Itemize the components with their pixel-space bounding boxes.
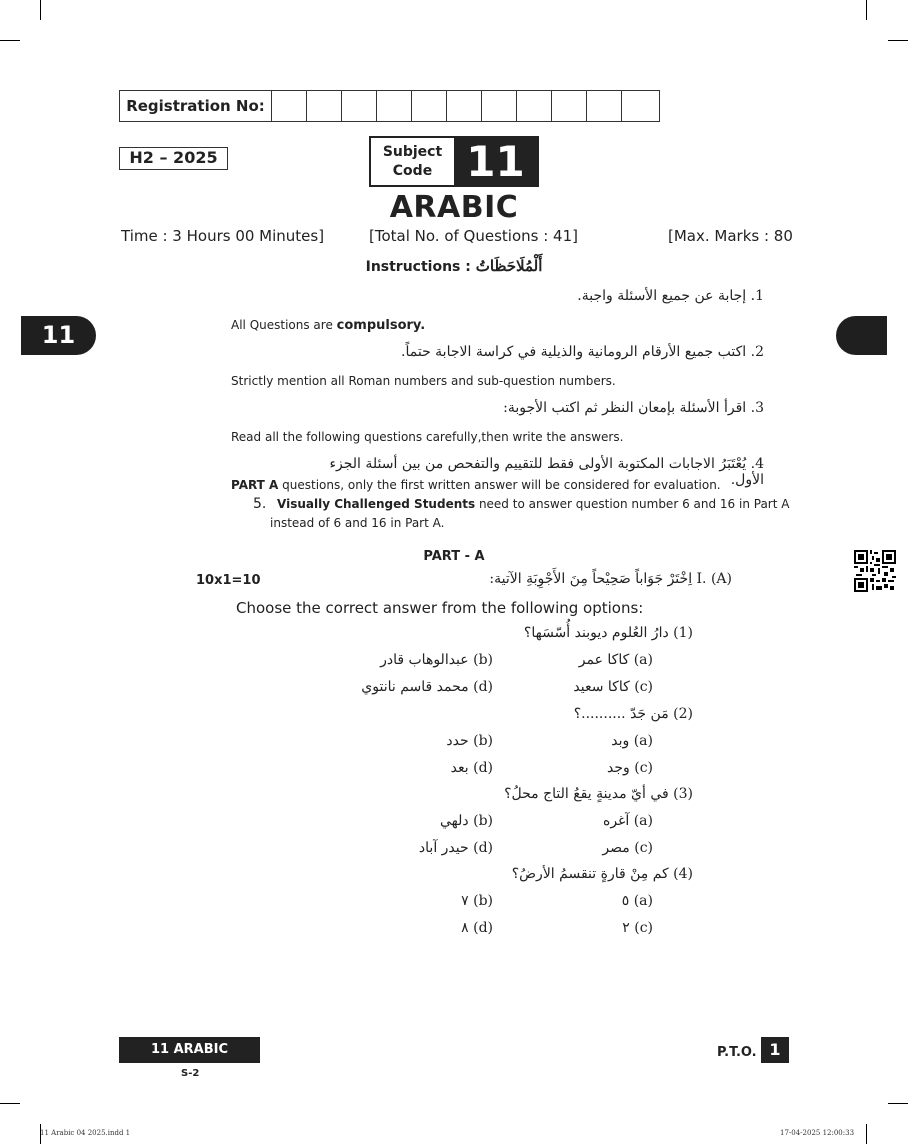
mcq-option-a: (a) كاكا عمر	[578, 652, 653, 668]
max-marks: [Max. Marks : 80	[668, 227, 793, 245]
instruction-5-line2: instead of 6 and 16 in Part A.	[270, 516, 445, 530]
mcq-option-a: (a) وبد	[611, 733, 653, 749]
registration-cell[interactable]	[412, 91, 447, 121]
instruction-5-number: 5.	[253, 496, 267, 512]
mcq-option-c: (c) ٢	[622, 920, 653, 936]
instruction-en: Read all the following questions carefully,then write the answers.	[231, 430, 624, 444]
instructions-heading	[0, 257, 908, 275]
crop-mark	[0, 40, 20, 41]
mcq-option-d: (d) ٨	[461, 920, 493, 936]
mcq-question: (3) في أيّ مدينةٍ يقعُ التاج محلُ؟	[504, 786, 693, 802]
part-a-question-en: Choose the correct answer from the following options:	[236, 599, 644, 617]
mcq-option-c: (c) كاكا سعيد	[573, 679, 653, 695]
instruction-5: Visually Challenged Students need to answer question number 6 and 16 in Part A	[277, 497, 790, 511]
registration-cell[interactable]	[377, 91, 412, 121]
crop-mark	[866, 1124, 867, 1144]
qr-code-icon	[854, 550, 896, 592]
part-a-question-ar: I. (A) اِخْتَرْ جَوَاباً صَحِيْحاً مِنَ الأَجْوِبَةِ الآتية:	[489, 571, 732, 587]
mcq-option-b: (b) دلهي	[440, 813, 493, 829]
registration-label: Registration No:	[120, 91, 272, 121]
exam-time: Time : 3 Hours 00 Minutes]	[121, 227, 325, 245]
series-code: S-2	[181, 1068, 200, 1079]
subject-code-box	[369, 136, 539, 187]
pto-label: P.T.O.	[717, 1045, 757, 1060]
exam-code: H2 – 2025	[119, 147, 228, 170]
crop-mark	[0, 1103, 20, 1104]
print-timestamp: 17-04-2025 12:00:33	[780, 1129, 855, 1137]
instruction-ar: 3. اقرأ الأسئلة بإمعان النظر ثم اكتب الأجوبة:	[503, 400, 764, 416]
registration-cell[interactable]	[622, 91, 657, 121]
crop-mark	[888, 1103, 908, 1104]
instruction-en: PART A questions, only the first written answer will be considered for evaluation.	[231, 478, 721, 492]
mcq-option-d: (d) حيدر آباد	[418, 840, 493, 856]
instruction-en: All Questions are compulsory.	[231, 318, 426, 333]
mcq-question: (2) مَن جَدّ ..........؟	[573, 706, 693, 722]
mcq-option-b: (b) عبدالوهاب قادر	[380, 652, 493, 668]
registration-cell[interactable]	[482, 91, 517, 121]
subject-code-label: Subject Code	[382, 144, 443, 179]
subject-title: ARABIC	[389, 190, 519, 225]
footer-subject-bar: 11 ARABIC	[119, 1037, 260, 1063]
part-a-marks: 10x1=10	[196, 573, 261, 588]
subject-code: 11	[454, 138, 537, 185]
side-tab-right	[836, 316, 887, 355]
crop-mark	[888, 40, 908, 41]
registration-cell[interactable]	[307, 91, 342, 121]
file-info: 11 Arabic 04 2025.indd 1	[40, 1129, 131, 1137]
mcq-question: (4) كم مِنْ قارةٍ تنقسمُ الأرضُ؟	[511, 866, 693, 882]
registration-cell[interactable]	[587, 91, 622, 121]
part-a-title: PART - A	[423, 549, 485, 564]
registration-cell[interactable]	[517, 91, 552, 121]
mcq-option-b: (b) حدد	[446, 733, 493, 749]
instruction-ar: 1. إجابة عن جميع الأسئلة واجبة.	[577, 288, 764, 304]
registration-box	[119, 90, 660, 122]
crop-mark	[866, 0, 867, 20]
mcq-question: (1) دارُ العُلوم ديوبند أُسّسَها؟	[523, 625, 693, 641]
mcq-option-b: (b) ٧	[461, 893, 493, 909]
mcq-option-d: (d) محمد قاسم نانتوي	[361, 679, 493, 695]
instructions-title-ar: أَلْمُلَاحَظَاتُ	[475, 257, 543, 275]
total-questions: [Total No. of Questions : 41]	[369, 227, 578, 245]
instructions-title-en: Instructions :	[365, 259, 471, 275]
registration-cell[interactable]	[447, 91, 482, 121]
instruction-en: Strictly mention all Roman numbers and sub-question numbers.	[231, 374, 616, 388]
mcq-option-a: (a) آغره	[602, 813, 653, 829]
mcq-option-c: (c) مصر	[602, 840, 653, 856]
registration-cell[interactable]	[342, 91, 377, 121]
crop-mark	[40, 0, 41, 20]
mcq-option-a: (a) ٥	[621, 893, 653, 909]
page-number: 1	[761, 1037, 789, 1063]
side-tab-left: 11	[21, 316, 96, 355]
mcq-option-d: (d) بعد	[450, 760, 493, 776]
registration-cell[interactable]	[272, 91, 307, 121]
instruction-ar: 2. اكتب جميع الأرقام الرومانية والذيلية في كراسة الاجابة حتماً.	[401, 344, 764, 360]
registration-cell[interactable]	[552, 91, 587, 121]
instruction-ar: 4. يُعْتَبَرُ الاجابات المكتوبة الأولى فقط للتقييم والتفحص من بين أسئلة الجزء الأول.	[329, 456, 764, 488]
mcq-option-c: (c) وجد	[607, 760, 653, 776]
